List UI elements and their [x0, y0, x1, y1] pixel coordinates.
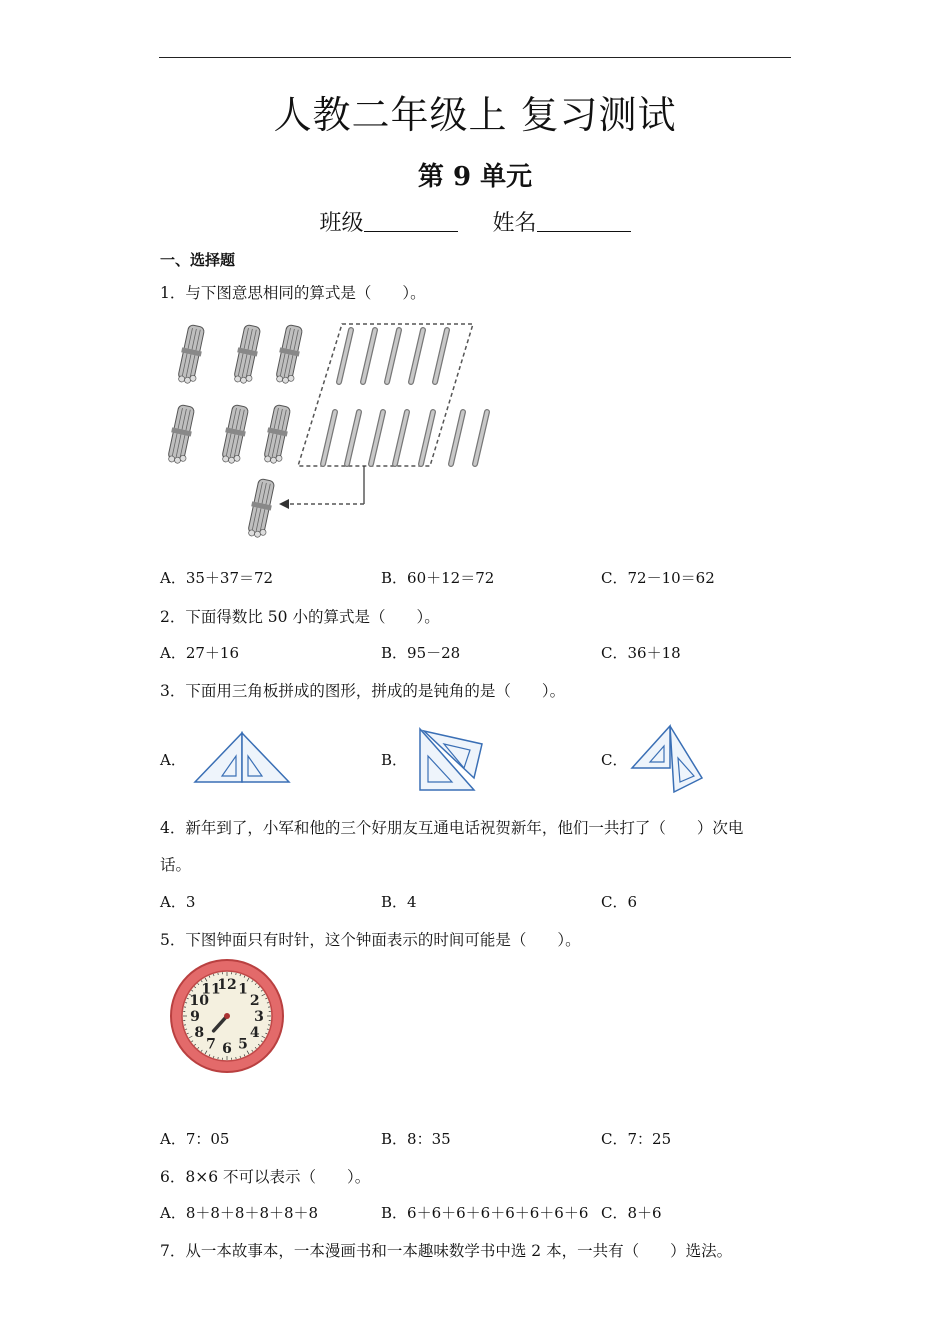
class-name-line [0, 206, 950, 237]
clock-number: 6 [222, 1041, 232, 1057]
q2-option-b[interactable]: B．95－28 [381, 644, 461, 662]
clock-number: 5 [238, 1036, 248, 1053]
clock-number: 4 [249, 1025, 260, 1041]
sticks-bundles-figure [165, 318, 500, 548]
q1-option-b[interactable]: B．60＋12＝72 [381, 569, 495, 587]
arrow-left-icon [279, 499, 289, 509]
bundle-icon [219, 404, 251, 465]
q1-option-c[interactable]: C．72－10＝62 [601, 569, 715, 587]
dashed-group-outline [298, 324, 473, 466]
q6-option-b[interactable]: B．6＋6＋6＋6＋6＋6＋6＋6 [381, 1204, 589, 1222]
q2-option-c[interactable]: C．36＋18 [601, 644, 681, 662]
clock-number: 11 [201, 981, 221, 998]
bundle-icon [245, 478, 277, 539]
clock-number: 2 [249, 993, 260, 1009]
q5-option-b[interactable]: B．8：35 [381, 1130, 451, 1148]
question-1-stem: 1．与下图意思相同的算式是（ ）。 [160, 284, 426, 302]
clock-number: 3 [254, 1009, 264, 1025]
question-5-stem: 5．下图钟面只有时针，这个钟面表示的时间可能是（ ）。 [160, 931, 581, 949]
q5-option-c[interactable]: C．7：25 [601, 1130, 672, 1148]
class-blank[interactable] [364, 211, 458, 232]
clock-face-figure [169, 958, 285, 1074]
q3-option-c[interactable]: C． [601, 751, 628, 769]
bundle-icon [231, 324, 263, 385]
q6-option-a[interactable]: A．8＋8＋8＋8＋8＋8 [160, 1204, 319, 1222]
q4-option-c[interactable]: C．6 [601, 893, 638, 911]
q4-option-b[interactable]: B．4 [381, 893, 417, 911]
clock-center [224, 1013, 230, 1019]
triangle-rulers-b-figure [412, 726, 490, 794]
clock-number: 9 [190, 1009, 200, 1025]
bundle-icon [165, 404, 197, 465]
name-blank[interactable] [537, 211, 631, 232]
unit-subtitle: 第 9 单元 [417, 162, 533, 192]
loose-sticks [323, 330, 487, 464]
bundle-icon [261, 404, 293, 465]
bundle-icon [273, 324, 305, 385]
clock-number: 12 [217, 977, 237, 993]
question-7-stem: 7．从一本故事本，一本漫画书和一本趣味数学书中选 2 本，一共有（ ）选法。 [160, 1242, 733, 1260]
clock-number: 1 [238, 981, 248, 998]
question-6-stem: 6．8×6 不可以表示（ ）。 [160, 1168, 371, 1186]
question-3-stem: 3．下面用三角板拼成的图形，拼成的是钝角的是（ ）。 [160, 682, 566, 700]
section-heading: 一、选择题 [160, 251, 236, 269]
class-label: 班级 [319, 211, 364, 236]
q5-option-a[interactable]: A．7：05 [160, 1130, 230, 1148]
question-2-stem: 2．下面得数比 50 小的算式是（ ）。 [160, 608, 440, 626]
question-4-stem-line1: 4．新年到了，小军和他的三个好朋友互通电话祝贺新年，他们一共打了（ ）次电 [160, 819, 744, 837]
top-rule [159, 57, 791, 58]
q2-option-a[interactable]: A．27＋16 [160, 644, 240, 662]
q3-option-a[interactable]: A． [160, 751, 186, 769]
q4-option-a[interactable]: A．3 [160, 893, 196, 911]
question-4-stem-line2: 话。 [160, 856, 192, 874]
page-title: 人教二年级上 复习测试 [273, 93, 677, 137]
q6-option-c[interactable]: C．8＋6 [601, 1204, 662, 1222]
q3-option-b[interactable]: B． [381, 751, 408, 769]
q1-option-a[interactable]: A．35＋37＝72 [160, 569, 274, 587]
clock-number: 8 [194, 1025, 205, 1041]
clock-number: 10 [189, 993, 210, 1009]
clock-number: 7 [206, 1036, 216, 1053]
triangle-rulers-a-figure [192, 730, 292, 786]
name-label: 姓名 [492, 211, 537, 236]
bundle-icon [175, 324, 207, 385]
triangle-rulers-c-figure [628, 722, 708, 796]
